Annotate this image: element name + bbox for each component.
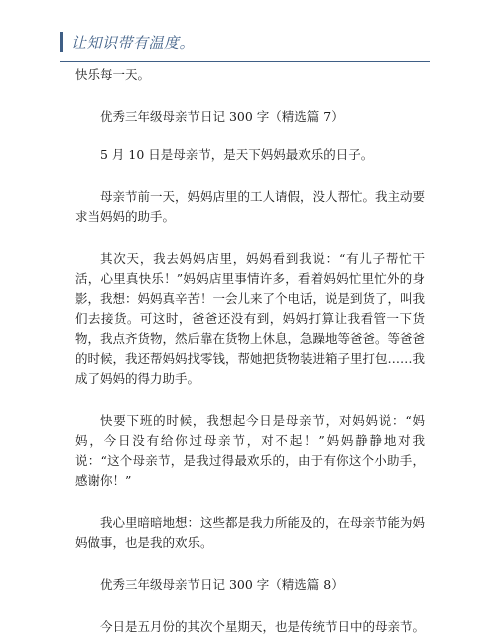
header-accent-bar [60,32,63,52]
paragraph: 我心里暗暗地想：这些都是我力所能及的，在母亲节能为妈妈做事，也是我的欢乐。 [75,515,426,550]
paragraph-continuation: 快乐每一天。 [75,67,151,82]
page-header [60,30,195,54]
paragraph: 快要下班的时候，我想起今日是母亲节，对妈妈说：“妈妈，今日没有给你过母亲节，对不起！”妈妈静静地对我说：“这个母亲节，是我过得最欢乐的，由于有你这个小助手，感谢你！” [75,413,425,488]
header-title: 让知识带有温度。 [71,33,196,52]
paragraph: 其次天，我去妈妈店里，妈妈看到我说：“有儿子帮忙干活，心里真快乐！”妈妈店里事情许多，看着妈妈忙里忙外的身影，我想：妈妈真辛苦！一会儿来了个电话，说是到货了，叫我们去接货。可这时，爸爸还没有到，妈妈打算让我看管一下货物，我点齐货物，然后靠在货物上休息，急躁地等爸爸。等爸爸的时候，我还帮妈妈找零钱，帮她把货物装进箱子里打包……我成了妈妈的得力助手。 [75,251,426,386]
paragraph: 母亲节前一天，妈妈店里的工人请假，没人帮忙。我主动要求当妈妈的助手。 [75,189,426,224]
paragraph: 今日是五月份的其次个星期天，也是传统节日中的母亲节。 [100,619,426,634]
section-heading-7: 优秀三年级母亲节日记 300 字（精选篇 7） [100,109,344,124]
header-divider [60,61,430,62]
section-heading-8: 优秀三年级母亲节日记 300 字（精选篇 8） [100,577,344,592]
paragraph: 5 月 10 日是母亲节，是天下妈妈最欢乐的日子。 [100,147,374,162]
document-body [75,65,425,637]
